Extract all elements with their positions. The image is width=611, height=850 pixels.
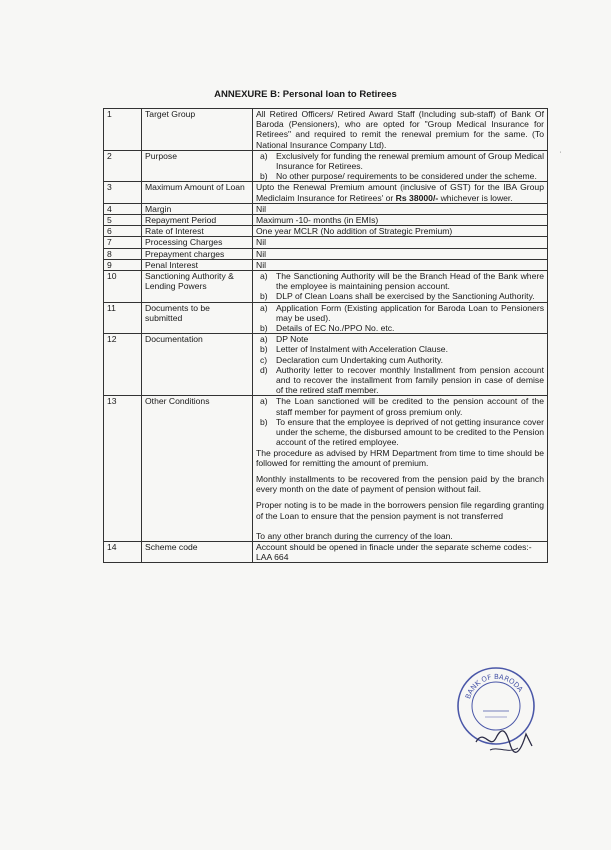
row-label: Repayment Period — [142, 215, 253, 226]
detail-text: whichever is lower. — [438, 192, 513, 203]
list-text: Details of EC No./PPO No. etc. — [276, 323, 395, 334]
table-row — [104, 271, 548, 303]
list-item — [260, 364, 544, 396]
row-detail — [253, 302, 548, 334]
row-detail — [253, 150, 548, 182]
table-row — [104, 259, 548, 270]
row-label: Documents to be submitted — [142, 302, 253, 334]
row-number: 14 — [104, 541, 142, 562]
list-marker: a) — [260, 150, 268, 161]
list-text: Letter of Instalment with Acceleration Clause. — [276, 344, 448, 355]
list-item — [260, 171, 544, 182]
row-detail — [253, 334, 548, 396]
row-number: 11 — [104, 302, 142, 334]
detail-paragraph: The procedure as advised by HRM Department from time to time should be followed for remitting the amount of premium. — [256, 447, 544, 468]
row-detail — [253, 215, 548, 226]
svg-text:BANK OF BARODA: BANK OF BARODA — [464, 672, 525, 700]
detail-text: One year MCLR (No addition of Strategic Premium) — [256, 226, 453, 237]
list-text: DP Note — [276, 334, 309, 345]
table-row — [104, 248, 548, 259]
table-row — [104, 396, 548, 541]
detail-list — [256, 271, 544, 302]
detail-list — [256, 396, 544, 447]
detail-paragraph: To any other branch during the currency of the loan. — [256, 530, 453, 541]
row-label: Maximum Amount of Loan — [142, 182, 253, 203]
list-item — [260, 150, 544, 172]
detail-paragraph: Monthly installments to be recovered from the pension paid by the branch every month on the date of payment of pension without fail. — [256, 473, 544, 495]
list-text: To ensure that the employee is deprived of not getting insurance cover under the scheme, the disbursed amount to be credited to the Pension account of the retired employee. — [276, 416, 545, 448]
list-item — [260, 323, 544, 334]
row-label: Margin — [142, 203, 253, 214]
list-marker: c) — [260, 354, 268, 365]
table-row — [104, 182, 548, 203]
detail-text: Nil — [256, 248, 267, 259]
row-detail — [253, 396, 548, 541]
detail-text: Maximum -10- months (in EMIs) — [256, 215, 379, 226]
row-detail — [253, 237, 548, 248]
list-marker: a) — [260, 271, 268, 282]
row-detail — [253, 248, 548, 259]
detail-text: Upto the Renewal Premium amount (inclusive of GST) for the IBA Group Mediclaim Insurance for Retirees' or — [256, 182, 544, 203]
handwritten-signature — [470, 720, 540, 760]
list-item — [260, 334, 544, 345]
list-marker: b) — [260, 171, 268, 182]
row-detail — [253, 271, 548, 303]
list-text: The Sanctioning Authority will be the Branch Head of the Bank where the employee is maintaining pension account. — [276, 271, 544, 292]
row-label: Processing Charges — [142, 237, 253, 248]
row-label: Rate of Interest — [142, 226, 253, 237]
row-number: 2 — [104, 150, 142, 182]
row-detail — [253, 182, 548, 203]
row-label: Prepayment charges — [142, 248, 253, 259]
list-text: Declaration cum Undertaking cum Authority. — [276, 354, 444, 365]
list-marker: b) — [260, 323, 268, 334]
list-item — [260, 396, 544, 417]
table-row — [104, 109, 548, 151]
table-row — [104, 215, 548, 226]
scheme-code: LAA 664 — [256, 552, 289, 563]
list-marker: a) — [260, 396, 268, 407]
row-label: Penal Interest — [142, 259, 253, 270]
list-text: Authority letter to recover monthly Installment from pension account and to recover the installment from family pension in case of demise of the retired staff member. — [276, 364, 544, 396]
list-item — [260, 354, 544, 365]
row-number: 7 — [104, 237, 142, 248]
list-marker: d) — [260, 364, 268, 375]
list-marker: b) — [260, 416, 268, 427]
list-item — [260, 271, 544, 292]
list-item — [260, 291, 544, 302]
row-number: 6 — [104, 226, 142, 237]
list-text: Application Form (Existing application for Baroda Loan to Pensioners may be used). — [276, 302, 544, 323]
list-item — [260, 302, 544, 323]
list-marker: a) — [260, 334, 268, 345]
table-row — [104, 541, 548, 562]
row-label: Purpose — [142, 150, 253, 182]
row-label: Scheme code — [142, 541, 253, 562]
list-item — [260, 416, 545, 448]
list-text: DLP of Clean Loans shall be exercised by the Sanctioning Authority. — [276, 291, 535, 302]
table-row — [104, 237, 548, 248]
detail-list — [256, 151, 544, 182]
table-row — [104, 203, 548, 214]
row-label: Other Conditions — [142, 396, 253, 541]
row-number: 8 — [104, 248, 142, 259]
margin-mark: ' — [560, 152, 562, 158]
row-detail — [253, 226, 548, 237]
detail-list — [256, 303, 544, 334]
row-detail — [253, 541, 548, 562]
list-marker: b) — [260, 291, 268, 302]
row-number: 1 — [104, 109, 142, 151]
row-number: 13 — [104, 396, 142, 541]
row-label: Sanctioning Authority & Lending Powers — [142, 271, 253, 303]
detail-paragraph: Proper noting is to be made in the borrowers pension file regarding granting of the Loan to ensure that the pension payment is not transferred — [256, 500, 544, 521]
table-row — [104, 302, 548, 334]
detail-text: Nil — [256, 203, 267, 214]
detail-text: Nil — [256, 259, 267, 270]
row-detail — [253, 203, 548, 214]
detail-text: All Retired Officers/ Retired Award Staff (Including sub-staff) of Bank Of Baroda (Pensioners), who are opted for "Group Medical Insurance for Retirees" and required to remit the renewal premium for the same. (To National Insurance Company Ltd). — [256, 109, 544, 150]
document-title: ANNEXURE B: Personal loan to Retirees — [214, 89, 397, 100]
detail-text: Nil — [256, 237, 267, 248]
table-row — [104, 150, 548, 182]
row-number: 9 — [104, 259, 142, 270]
row-number: 12 — [104, 334, 142, 396]
row-number: 10 — [104, 271, 142, 303]
row-detail — [253, 109, 548, 151]
list-marker: b) — [260, 344, 268, 355]
list-item — [260, 344, 544, 355]
row-number: 4 — [104, 203, 142, 214]
detail-text: Account should be opened in finacle under the separate scheme codes:- — [256, 541, 532, 552]
row-detail — [253, 259, 548, 270]
list-text: Exclusively for funding the renewal premium amount of Group Medical Insurance for Retirees. — [276, 150, 544, 172]
amount-limit: Rs 38000/- — [395, 192, 439, 203]
table-row — [104, 334, 548, 396]
detail-list — [256, 334, 544, 395]
row-label: Documentation — [142, 334, 253, 396]
list-text: No other purpose/ requirements to be considered under the scheme. — [276, 171, 537, 182]
table-row — [104, 226, 548, 237]
list-marker: a) — [260, 302, 268, 313]
list-text: The Loan sanctioned will be credited to the pension account of the staff member for payment of gross premium only. — [276, 396, 544, 417]
loan-terms-table — [103, 108, 548, 563]
row-label: Target Group — [142, 109, 253, 151]
row-number: 5 — [104, 215, 142, 226]
row-number: 3 — [104, 182, 142, 203]
